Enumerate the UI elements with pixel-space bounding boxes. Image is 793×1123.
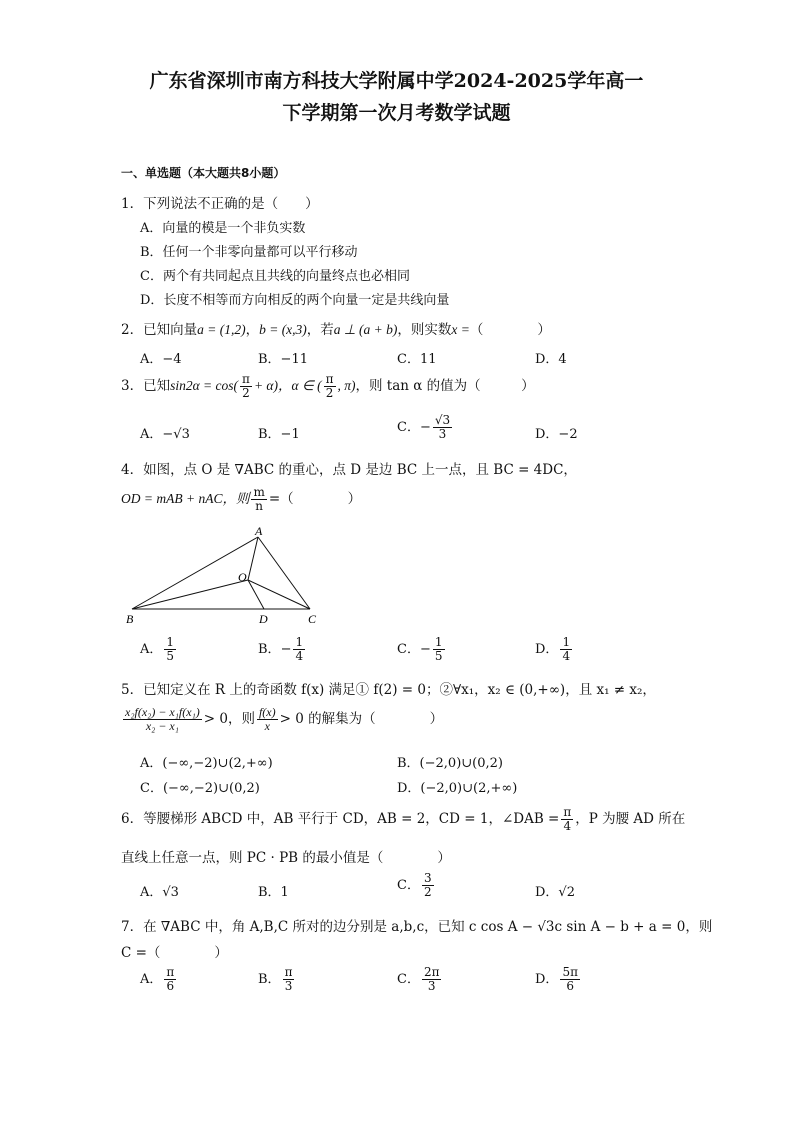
q7-option-c-frac (422, 966, 442, 993)
edge-ac (258, 537, 310, 609)
section-heading: 一、单选题（本大题共8小题） (121, 166, 286, 180)
q4-option-a-prefix: A． (140, 642, 163, 657)
q7-option-b-num: π (284, 965, 293, 979)
q3-expr2: ，α ∈ ( (278, 378, 322, 393)
q6-line1 (121, 806, 685, 833)
q7-option-b-frac (283, 966, 295, 993)
q7-option-d-den: 6 (566, 979, 575, 993)
q4-frac-den: n (255, 499, 264, 513)
q5-frac2 (257, 706, 278, 733)
q4-frac (251, 486, 266, 513)
q4-option-b-num: 1 (295, 635, 304, 649)
q5-line2 (121, 706, 443, 733)
label-c: C (308, 612, 317, 626)
doc-title-line2: 下学期第一次月考数学试题 (282, 102, 511, 124)
q2-cond: a ⊥ (a + b) (333, 322, 398, 337)
q4-option-c-den: 5 (434, 649, 443, 663)
q7-option-a-den: 6 (166, 979, 175, 993)
q2-option-d: D．4 (535, 352, 567, 367)
label-a: A (255, 525, 263, 538)
q7-option-a-prefix: A． (140, 972, 163, 987)
q3-frac2-den: 2 (325, 386, 334, 400)
q6-option-c-den: 2 (423, 885, 432, 899)
q4-line2-expr: OD = mAB + nAC，则 (121, 491, 250, 506)
q3-option-c-prefix: C．− (397, 420, 431, 435)
q4-option-c (397, 636, 447, 663)
q5-line1: 5．已知定义在 R 上的奇函数 f(x) 满足① f(2) = 0；②∀x₁，x₂ ∈ (0,+∞)，且 x₁ ≠ x₂， (121, 682, 656, 698)
q7-option-a-num: π (166, 965, 175, 979)
q1-stem: 1．下列说法不正确的是（ ） (121, 196, 319, 212)
q3-frac1-den: 2 (242, 386, 250, 400)
q7-option-b-den: 3 (284, 979, 293, 993)
q2-var: x = (451, 322, 470, 337)
label-o: O (238, 570, 247, 584)
q4-option-b-den: 4 (295, 649, 304, 663)
q3-option-a: A．−√3 (140, 427, 190, 442)
q6-line1-tail: ，P 为腰 AD 所在 (575, 811, 686, 827)
q3-option-c (397, 414, 454, 441)
q4-option-a-frac (164, 636, 176, 663)
q6-frac-den: 4 (563, 819, 572, 833)
q7-line2: C =（ ） (121, 945, 228, 961)
segment-bo (132, 580, 248, 609)
q1-option-a: A．向量的模是一个非负实数 (140, 221, 306, 236)
q4-option-d-frac (560, 636, 572, 663)
q4-option-d-den: 4 (562, 649, 571, 663)
q3-stem (121, 373, 535, 400)
q7-option-c-prefix: C． (397, 972, 420, 987)
q4-option-a-num: 1 (166, 635, 175, 649)
segment-oc (248, 580, 310, 609)
q2-option-c: C．11 (397, 352, 437, 367)
q3-frac1 (240, 373, 252, 400)
q7-option-c-num: 2π (423, 965, 440, 979)
q5-frac2-num: f(x) (258, 705, 276, 719)
q3-option-c-den: 3 (438, 427, 447, 441)
q7-option-c-den: 3 (427, 979, 436, 993)
q4-option-d-num: 1 (562, 635, 571, 649)
q3-tail: ，则 tan α 的值为（ ） (355, 378, 535, 394)
q3-expr1: sin2α = cos( (170, 378, 239, 393)
q6-option-c-prefix: C． (397, 878, 420, 893)
q7-option-c (397, 966, 443, 993)
q4-triangle-figure (120, 525, 330, 630)
q7-line1: 7．在 ∇ABC 中，角 A,B,C 所对的边分别是 a,b,c，已知 c cos A − √3c sin A − b + a = 0，则 (121, 919, 713, 935)
q5-line2-tail: > 0 的解集为（ ） (279, 711, 444, 727)
q6-option-c-num: 3 (423, 871, 432, 885)
q3-option-b: B．−1 (258, 427, 300, 442)
q4-option-b (258, 636, 307, 663)
q6-line2: 直线上任意一点，则 PC · PB 的最小值是（ ） (121, 850, 451, 866)
q4-option-b-sign: − (280, 642, 292, 657)
q6-option-c (397, 872, 436, 899)
q2-option-a: A．−4 (140, 352, 182, 367)
q4-line1: 4．如图，点 O 是 ∇ABC 的重心，点 D 是边 BC 上一点，且 BC = 4DC， (121, 462, 577, 478)
q4-option-a-den: 5 (166, 649, 175, 663)
q2-option-b: B．−11 (258, 352, 308, 367)
label-d: D (259, 612, 268, 626)
q4-option-c-prefix: C． (397, 642, 420, 657)
q5-option-a: A．(−∞,−2)∪(2,+∞) (140, 756, 273, 771)
q6-frac (561, 806, 573, 833)
q1-option-c: C．两个有共同起点且共线的向量终点也必相同 (140, 269, 410, 284)
q6-option-b: B．1 (258, 885, 289, 900)
q4-option-a (140, 636, 178, 663)
q6-line1-prefix: 6．等腰梯形 ABCD 中，AB 平行于 CD，AB = 2，CD = 1，∠DAB = (121, 811, 560, 827)
q3-expr2-tail: , π) (337, 378, 356, 393)
q4-option-c-sign: − (419, 642, 431, 657)
q3-frac2-num: π (325, 372, 334, 386)
q2-tail: ，则实数 (397, 322, 452, 338)
q3-expr1-tail: + α) (253, 378, 279, 393)
q7-option-d (535, 966, 582, 993)
q7-option-a (140, 966, 178, 993)
q4-option-d-prefix: D． (535, 642, 559, 657)
q4-option-b-frac (293, 636, 305, 663)
q4-line2-tail: =（ ） (268, 491, 362, 507)
q2-vec-b: b = (x,3) (259, 322, 307, 337)
segment-oa (248, 537, 258, 580)
q2-stem-prefix: 2．已知向量 (121, 322, 198, 338)
q1-option-b: B．任何一个非零向量都可以平行移动 (140, 245, 358, 260)
q4-option-c-num: 1 (434, 635, 443, 649)
q4-frac-num: m (253, 485, 265, 499)
q4-option-c-frac (433, 636, 445, 663)
q7-option-d-num: 5π (562, 965, 578, 979)
q5-option-d: D．(−2,0)∪(2,+∞) (397, 781, 518, 796)
q7-option-b-prefix: B． (258, 972, 281, 987)
q2-vec-a: a = (1,2) (197, 322, 246, 337)
q4-line2 (121, 486, 361, 513)
label-b: B (126, 612, 134, 626)
q1-option-d: D．长度不相等而方向相反的两个向量一定是共线向量 (140, 293, 450, 308)
q6-option-c-frac (422, 872, 434, 899)
q5-line2-mid: > 0，则 (203, 711, 255, 727)
q5-frac1 (123, 706, 202, 733)
q2-paren: （ ） (469, 322, 551, 338)
q2-cond-prefix: ，若 (306, 322, 334, 338)
q5-option-b: B．(−2,0)∪(0,2) (397, 756, 503, 771)
doc-title-line1: 广东省深圳市南方科技大学附属中学2024-2025学年高一 (149, 70, 644, 92)
q7-option-b (258, 966, 296, 993)
segment-od (248, 580, 264, 609)
q6-option-d: D．√2 (535, 885, 575, 900)
q5-frac2-den: x (264, 719, 270, 733)
q3-option-d: D．−2 (535, 427, 578, 442)
q5-frac1-den: x₂ − x₁ (145, 719, 179, 733)
q6-option-a: A．√3 (140, 885, 179, 900)
q3-option-c-frac (433, 414, 452, 441)
q3-option-c-num: √3 (434, 413, 451, 427)
q7-option-d-prefix: D． (535, 972, 559, 987)
q5-frac1-num: x₂f(x₂) − x₁f(x₁) (125, 705, 200, 719)
q7-option-d-frac (560, 966, 580, 993)
q2-stem: 2．已知向量a = (1,2)，b = (x,3)，若a ⊥ (a + b)，则实数x =（ ） (121, 322, 551, 338)
q3-stem-prefix: 3．已知 (121, 378, 171, 394)
q6-frac-num: π (563, 805, 572, 819)
q4-option-d (535, 636, 574, 663)
q3-frac2 (324, 373, 336, 400)
q7-option-a-frac (164, 966, 176, 993)
q5-option-c: C．(−∞,−2)∪(0,2) (140, 781, 260, 796)
q4-option-b-prefix: B． (258, 642, 281, 657)
q3-frac1-num: π (242, 372, 250, 386)
